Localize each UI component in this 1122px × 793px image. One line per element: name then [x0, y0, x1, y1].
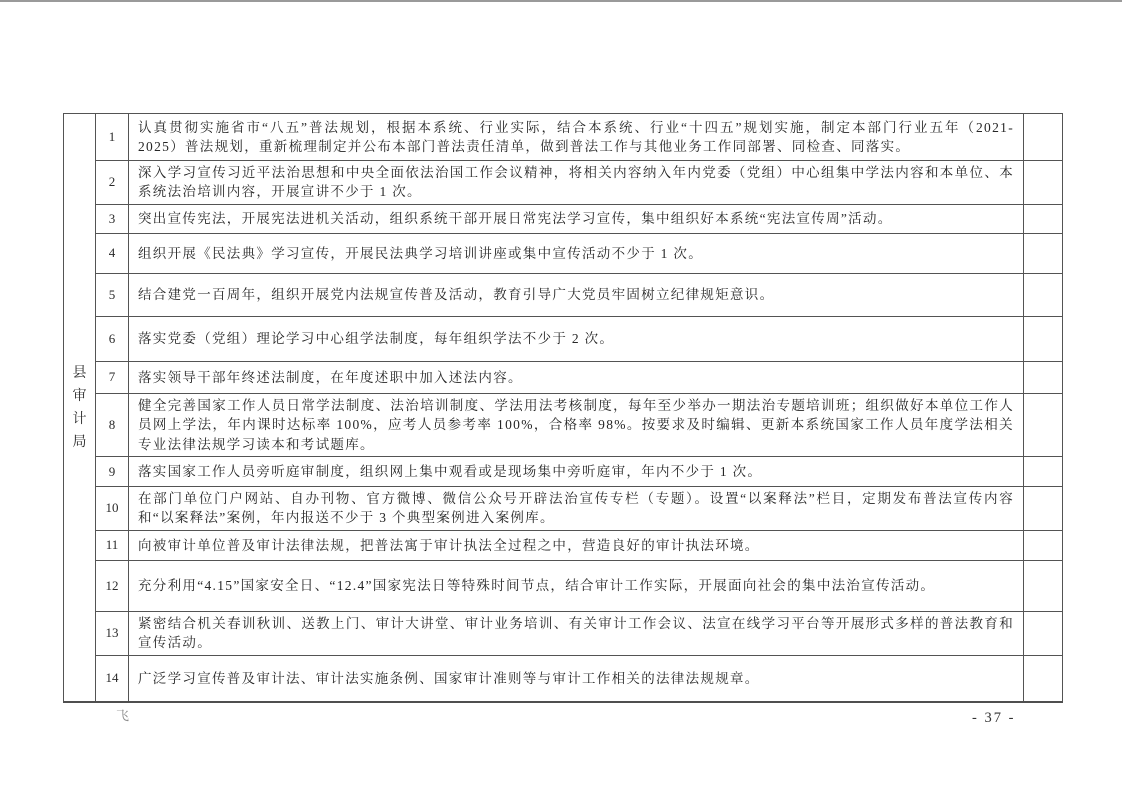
- check-cell: [1024, 161, 1063, 205]
- org-char: 审: [72, 388, 87, 404]
- check-cell: [1024, 393, 1063, 456]
- row-number: 2: [96, 161, 129, 205]
- row-number: 6: [96, 316, 129, 361]
- check-cell: [1024, 361, 1063, 393]
- check-cell: [1024, 316, 1063, 361]
- table-row: [64, 114, 1063, 161]
- check-cell: [1024, 655, 1063, 702]
- pufa-duty-table: [63, 113, 1063, 703]
- page-top-edge: [0, 0, 1122, 2]
- task-text: 组织开展《民法典》学习宣传，开展民法典学习培训讲座或集中宣传活动不少于 1 次。: [129, 233, 1024, 273]
- check-cell: [1024, 611, 1063, 655]
- task-text: 认真贯彻实施省市“八五”普法规划，根据本系统、行业实际，结合本系统、行业“十四五”规划实施，制定本部门行业五年（2021-2025）普法规划，重新梳理制定并公布本部门普法责任清单，做到普法工作与其他业务工作同部署、同检查、同落实。: [129, 114, 1024, 161]
- row-number: 9: [96, 457, 129, 487]
- org-char: 局: [72, 434, 87, 450]
- org-name-cell: [64, 114, 96, 703]
- row-number: 11: [96, 530, 129, 560]
- row-number: 5: [96, 273, 129, 316]
- table-row: [64, 457, 1063, 487]
- row-number: 7: [96, 361, 129, 393]
- table-row: [64, 655, 1063, 702]
- task-text: 广泛学习宣传普及审计法、审计法实施条例、国家审计准则等与审计工作相关的法律法规规章。: [129, 655, 1024, 702]
- page-number: - 37 -: [972, 710, 1016, 726]
- check-cell: [1024, 560, 1063, 611]
- table-row: [64, 530, 1063, 560]
- stray-mark: 飞: [116, 708, 130, 723]
- row-number: 4: [96, 233, 129, 273]
- check-cell: [1024, 114, 1063, 161]
- task-text: 向被审计单位普及审计法律法规，把普法寓于审计执法全过程之中，营造良好的审计执法环境。: [129, 530, 1024, 560]
- row-number: 8: [96, 393, 129, 456]
- row-number: 1: [96, 114, 129, 161]
- table-row: [64, 393, 1063, 456]
- table-row: [64, 233, 1063, 273]
- task-text: 结合建党一百周年，组织开展党内法规宣传普及活动，教育引导广大党员牢固树立纪律规矩意识。: [129, 273, 1024, 316]
- task-text: 落实领导干部年终述法制度，在年度述职中加入述法内容。: [129, 361, 1024, 393]
- table-row: [64, 204, 1063, 233]
- task-text: 充分利用“4.15”国家安全日、“12.4”国家宪法日等特殊时间节点，结合审计工作实际，开展面向社会的集中法治宣传活动。: [129, 560, 1024, 611]
- table-row: [64, 161, 1063, 205]
- task-text: 落实国家工作人员旁听庭审制度，组织网上集中观看或是现场集中旁听庭审，年内不少于 1 次。: [129, 457, 1024, 487]
- table-row: [64, 560, 1063, 611]
- check-cell: [1024, 204, 1063, 233]
- check-cell: [1024, 457, 1063, 487]
- org-char: 县: [72, 365, 87, 381]
- row-number: 3: [96, 204, 129, 233]
- row-number: 14: [96, 655, 129, 702]
- task-text: 突出宣传宪法，开展宪法进机关活动，组织系统干部开展日常宪法学习宣传，集中组织好本系统“宪法宣传周”活动。: [129, 204, 1024, 233]
- row-number: 12: [96, 560, 129, 611]
- task-text: 落实党委（党组）理论学习中心组学法制度，每年组织学法不少于 2 次。: [129, 316, 1024, 361]
- check-cell: [1024, 487, 1063, 531]
- row-number: 13: [96, 611, 129, 655]
- check-cell: [1024, 530, 1063, 560]
- task-text: 紧密结合机关春训秋训、送教上门、审计大讲堂、审计业务培训、有关审计工作会议、法宣在线学习平台等开展形式多样的普法教育和宣传活动。: [129, 611, 1024, 655]
- org-char: 计: [72, 411, 87, 427]
- task-text: 健全完善国家工作人员日常学法制度、法治培训制度、学法用法考核制度，每年至少举办一期法治专题培训班；组织做好本单位工作人员网上学法，年内课时达标率 100%，应考人员参考率 100%，合格率 98%。按要求及时编辑、更新本系统国家工作人员年度学法相关专业法律法规学习读本和考试题库。: [129, 393, 1024, 456]
- table-row: [64, 487, 1063, 531]
- check-cell: [1024, 233, 1063, 273]
- task-text: 在部门单位门户网站、自办刊物、官方微博、微信公众号开辟法治宣传专栏（专题）。设置“以案释法”栏目，定期发布普法宣传内容和“以案释法”案例，年内报送不少于 3 个典型案例进入案例库。: [129, 487, 1024, 531]
- task-text: 深入学习宣传习近平法治思想和中央全面依法治国工作会议精神，将相关内容纳入年内党委（党组）中心组集中学法内容和本单位、本系统法治培训内容，开展宣讲不少于 1 次。: [129, 161, 1024, 205]
- row-number: 10: [96, 487, 129, 531]
- check-cell: [1024, 273, 1063, 316]
- table-row: [64, 611, 1063, 655]
- table-row: [64, 361, 1063, 393]
- table-row: [64, 316, 1063, 361]
- table-row: [64, 273, 1063, 316]
